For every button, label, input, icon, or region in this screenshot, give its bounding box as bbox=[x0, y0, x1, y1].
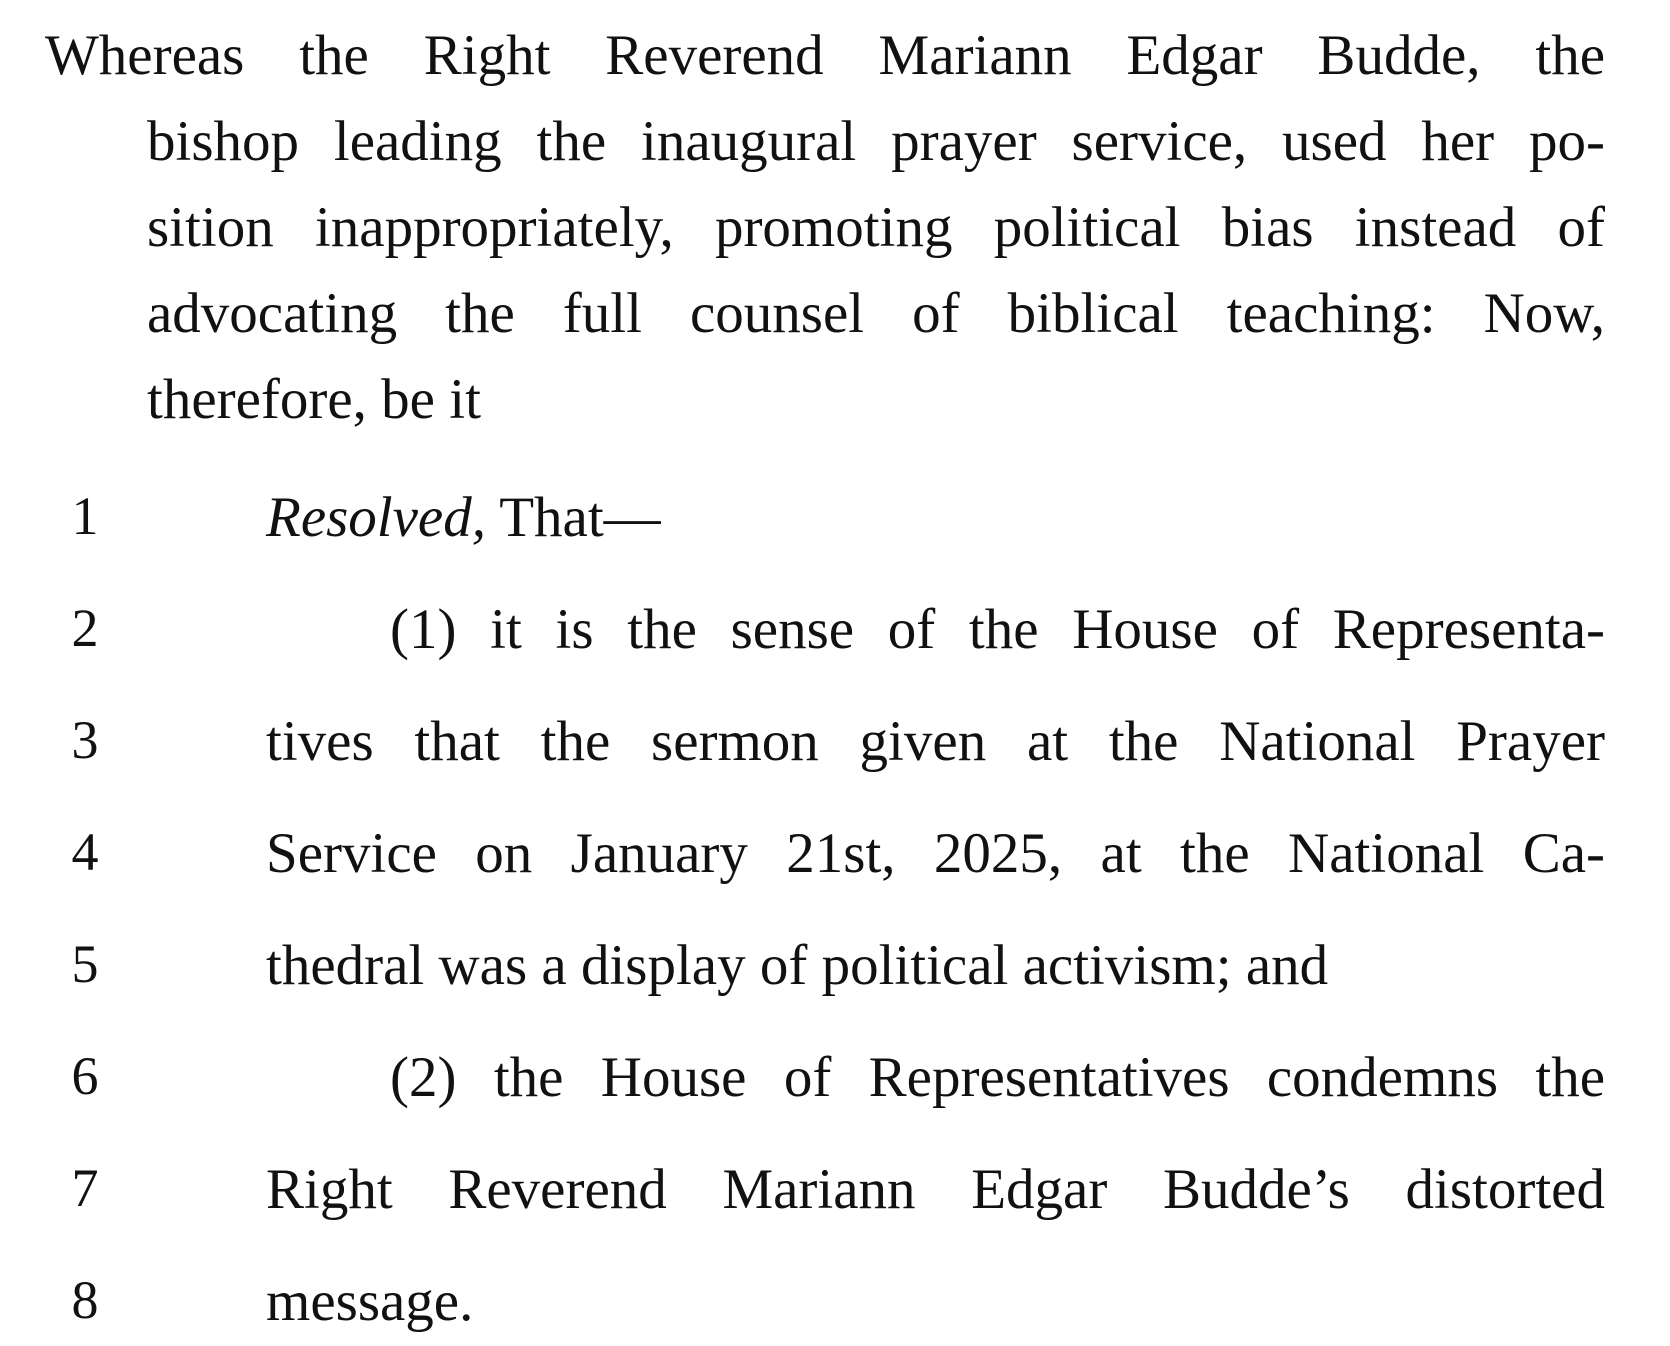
whereas-line-1: Whereas the Right Reverend Mariann Edgar Budde, the bbox=[45, 24, 1605, 87]
resolution-line-4: Service on January 21st, 2025, at the National Ca- bbox=[266, 822, 1605, 885]
whereas-line-4: advocating the full counsel of biblical teaching: Now, bbox=[147, 282, 1605, 345]
line-number: 6 bbox=[71, 1046, 99, 1106]
resolution-line-5: thedral was a display of political activism; and bbox=[266, 934, 1329, 997]
resolved-that: That— bbox=[485, 486, 661, 549]
resolution-line-8: message. bbox=[266, 1270, 474, 1333]
line-number: 8 bbox=[71, 1270, 99, 1330]
resolution-line-6: (2) the House of Representatives condemns the bbox=[390, 1046, 1605, 1109]
resolved-label: Resolved, bbox=[266, 486, 486, 549]
whereas-line-5: therefore, be it bbox=[147, 368, 481, 431]
whereas-line-2: bishop leading the inaugural prayer service, used her po- bbox=[147, 110, 1605, 173]
line-number: 7 bbox=[71, 1158, 99, 1218]
line-number: 2 bbox=[71, 598, 99, 658]
resolution-line-3: tives that the sermon given at the National Prayer bbox=[266, 710, 1605, 773]
line-number: 4 bbox=[71, 822, 99, 882]
line-number: 1 bbox=[71, 486, 99, 546]
whereas-line-3: sition inappropriately, promoting political bias instead of bbox=[147, 196, 1605, 259]
line-number: 5 bbox=[71, 934, 99, 994]
resolution-line-2: (1) it is the sense of the House of Representa- bbox=[390, 598, 1605, 661]
line-number: 3 bbox=[71, 710, 99, 770]
resolved-line bbox=[266, 486, 661, 549]
resolution-line-7: Right Reverend Mariann Edgar Budde’s distorted bbox=[266, 1158, 1605, 1221]
